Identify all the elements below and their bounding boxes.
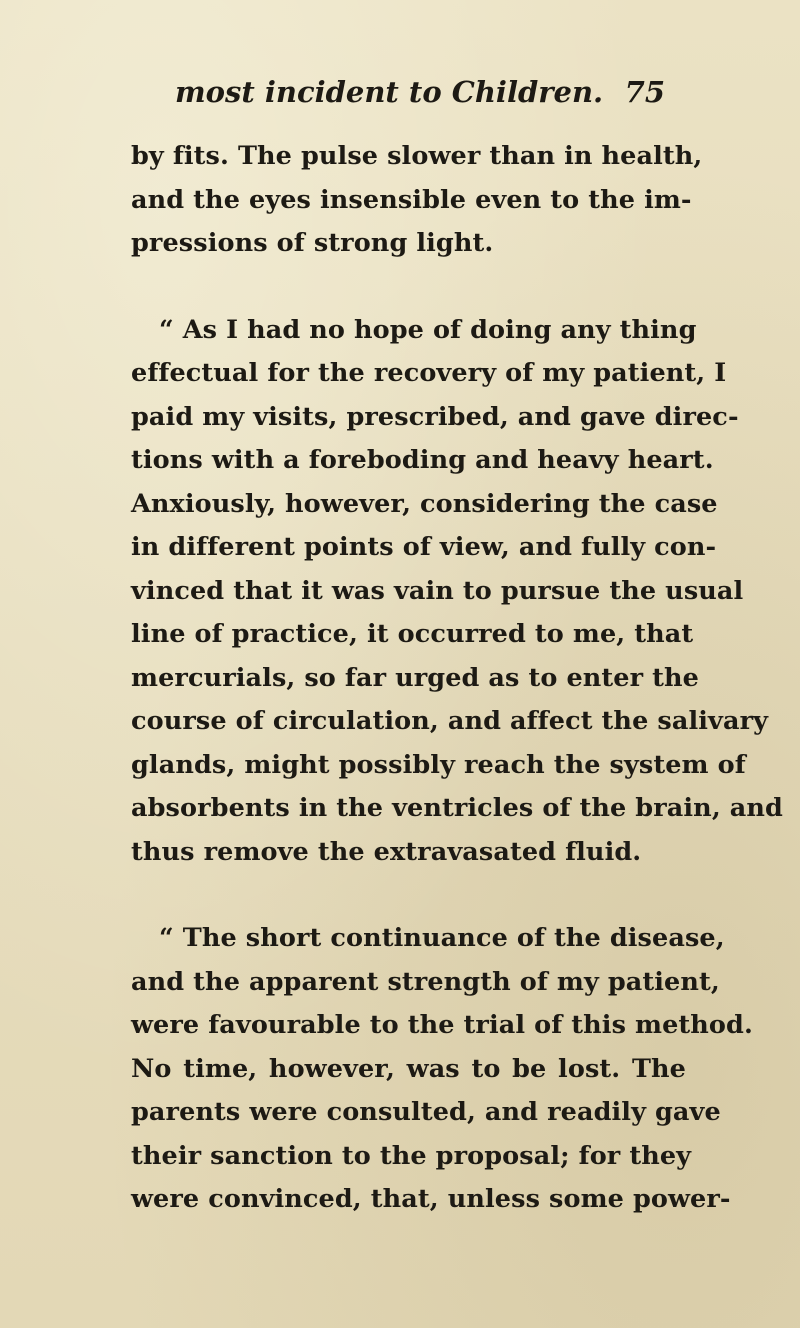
text-line: pressions of strong light. — [131, 228, 494, 258]
text-line: and the apparent strength of my patient, — [131, 966, 720, 997]
text-line: were favourable to the trial of this method. — [131, 1010, 753, 1040]
text-line: glands, might possibly reach the system of — [131, 749, 746, 780]
text-line: tions with a foreboding and heavy heart. — [131, 445, 714, 475]
text-line: course of circulation, and affect the salivary — [131, 706, 769, 736]
text-line: their sanction to the proposal; for they — [131, 1140, 692, 1171]
text-line: Anxiously, however, considering the case — [131, 488, 718, 519]
text-line: in different points of view, and fully con- — [131, 532, 717, 562]
text-line: line of practice, it occurred to me, that — [131, 619, 694, 649]
text-line: mercurials, so far urged as to enter the — [131, 662, 699, 693]
text-line: by fits. The pulse slower than in health, — [131, 141, 703, 171]
text-line: were convinced, that, unless some power- — [131, 1184, 731, 1214]
text-line: thus remove the extravasated fluid. — [131, 836, 642, 867]
text-line: paid my visits, prescribed, and gave direc- — [131, 401, 739, 432]
text-line: absorbents in the ventricles of the brain, and — [131, 793, 783, 823]
text-line: effectual for the recovery of my patient, I — [131, 358, 727, 388]
page-number: 75 — [624, 75, 665, 109]
paragraph-3 — [131, 917, 753, 1222]
text-line: No time, however, was to be lost. The — [131, 1053, 686, 1084]
running-head-title: most incident to Children. — [175, 75, 604, 109]
body-text — [131, 135, 783, 1222]
text-line: parents were consulted, and readily gave — [131, 1097, 721, 1127]
text-line: “ The short continuance of the disease, — [159, 923, 725, 953]
paragraph-2 — [131, 309, 783, 875]
text-line: “ As I had no hope of doing any thing — [159, 314, 697, 345]
running-head — [175, 72, 665, 112]
text-line: vinced that it was vain to pursue the usual — [131, 575, 744, 606]
paragraph-1 — [131, 135, 703, 266]
text-line: and the eyes insensible even to the im- — [131, 184, 692, 215]
